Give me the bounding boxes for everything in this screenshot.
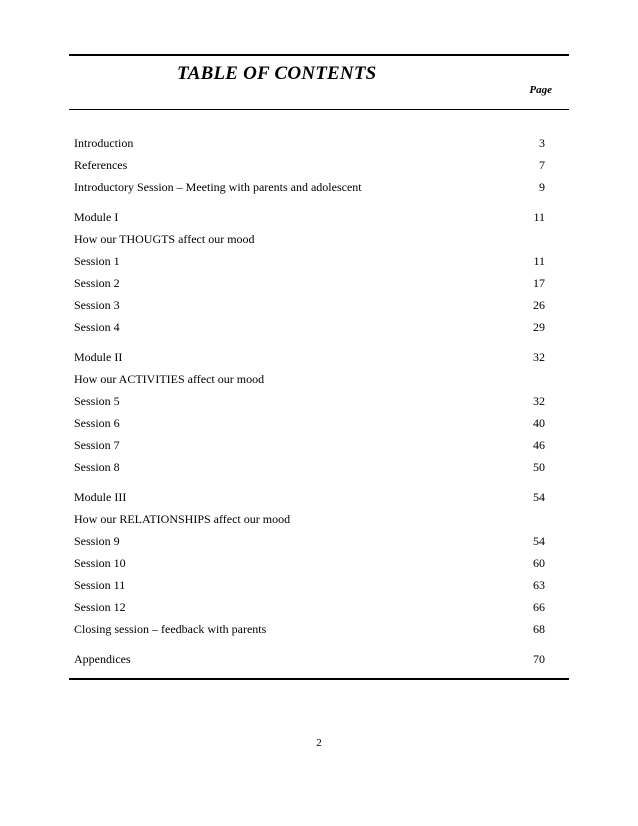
table-of-contents bbox=[69, 54, 569, 680]
entry-page: 7 bbox=[539, 158, 545, 172]
entry-label: Session 4 bbox=[74, 320, 120, 334]
entry-page: 54 bbox=[533, 490, 545, 504]
toc-entry-session-11 bbox=[69, 576, 569, 598]
entry-page: 66 bbox=[533, 600, 545, 614]
entry-label: Session 9 bbox=[74, 534, 120, 548]
entry-page: 70 bbox=[533, 652, 545, 666]
entry-page: 29 bbox=[533, 320, 545, 334]
toc-entry-session-8 bbox=[69, 458, 569, 480]
toc-header bbox=[69, 56, 569, 109]
toc-entry-session-1 bbox=[69, 252, 569, 274]
entry-label: Session 7 bbox=[74, 438, 120, 452]
entry-label: Session 12 bbox=[74, 600, 126, 614]
toc-entry-session-10 bbox=[69, 554, 569, 576]
entry-label: Session 5 bbox=[74, 394, 120, 408]
entry-label: Module I bbox=[74, 210, 119, 224]
entry-page: 63 bbox=[533, 578, 545, 592]
entry-label: References bbox=[74, 158, 128, 172]
entry-page: 54 bbox=[533, 534, 545, 548]
page-number: 2 bbox=[316, 737, 322, 749]
toc-entry-session-7 bbox=[69, 436, 569, 458]
entry-page: 68 bbox=[533, 622, 545, 636]
entry-page: 11 bbox=[533, 254, 545, 268]
toc-entry-session-4 bbox=[69, 318, 569, 340]
entry-page: 32 bbox=[533, 394, 545, 408]
toc-entry-references bbox=[69, 156, 569, 178]
entry-label: Session 10 bbox=[74, 556, 126, 570]
toc-entry-session-6 bbox=[69, 414, 569, 436]
entry-page: 40 bbox=[533, 416, 545, 430]
entry-page: 32 bbox=[533, 350, 545, 364]
entry-label: Session 11 bbox=[74, 578, 126, 592]
toc-entry-module-1 bbox=[69, 208, 569, 230]
entry-label: Introduction bbox=[74, 136, 134, 150]
entry-label: Session 1 bbox=[74, 254, 120, 268]
entry-label: How our ACTIVITIES affect our mood bbox=[74, 372, 265, 386]
entry-label: Module III bbox=[74, 490, 127, 504]
entry-label: Closing session – feedback with parents bbox=[74, 622, 267, 636]
toc-entry-module-2 bbox=[69, 348, 569, 370]
entry-label: Appendices bbox=[74, 652, 131, 666]
toc-entry-module-3-subtitle bbox=[69, 510, 569, 532]
toc-entry-session-12 bbox=[69, 598, 569, 620]
toc-entries bbox=[69, 110, 569, 672]
entry-label: How our THOUGTS affect our mood bbox=[74, 232, 255, 246]
page-column-heading: Page bbox=[529, 84, 552, 96]
toc-entry-module-3 bbox=[69, 488, 569, 510]
toc-entry-session-3 bbox=[69, 296, 569, 318]
entry-page: 3 bbox=[539, 136, 545, 150]
entry-label: Session 2 bbox=[74, 276, 120, 290]
entry-page: 11 bbox=[533, 210, 545, 224]
entry-label: Session 6 bbox=[74, 416, 120, 430]
entry-label: Module II bbox=[74, 350, 123, 364]
entry-label: Session 3 bbox=[74, 298, 120, 312]
toc-entry-session-5 bbox=[69, 392, 569, 414]
toc-entry-module-1-subtitle bbox=[69, 230, 569, 252]
toc-entry-introductory-session bbox=[69, 178, 569, 200]
bottom-rule bbox=[69, 678, 569, 680]
entry-page: 50 bbox=[533, 460, 545, 474]
toc-entry-appendices bbox=[69, 650, 569, 672]
entry-page: 46 bbox=[533, 438, 545, 452]
toc-title: TABLE OF CONTENTS bbox=[177, 63, 377, 84]
entry-label: How our RELATIONSHIPS affect our mood bbox=[74, 512, 291, 526]
toc-entry-module-2-subtitle bbox=[69, 370, 569, 392]
toc-entry-closing-session bbox=[69, 620, 569, 642]
toc-entry-introduction bbox=[69, 134, 569, 156]
entry-page: 26 bbox=[533, 298, 545, 312]
toc-entry-session-9 bbox=[69, 532, 569, 554]
entry-label: Introductory Session – Meeting with parents and adolescent bbox=[74, 180, 362, 194]
entry-label: Session 8 bbox=[74, 460, 120, 474]
toc-entry-session-2 bbox=[69, 274, 569, 296]
entry-page: 60 bbox=[533, 556, 545, 570]
entry-page: 17 bbox=[533, 276, 545, 290]
entry-page: 9 bbox=[539, 180, 545, 194]
